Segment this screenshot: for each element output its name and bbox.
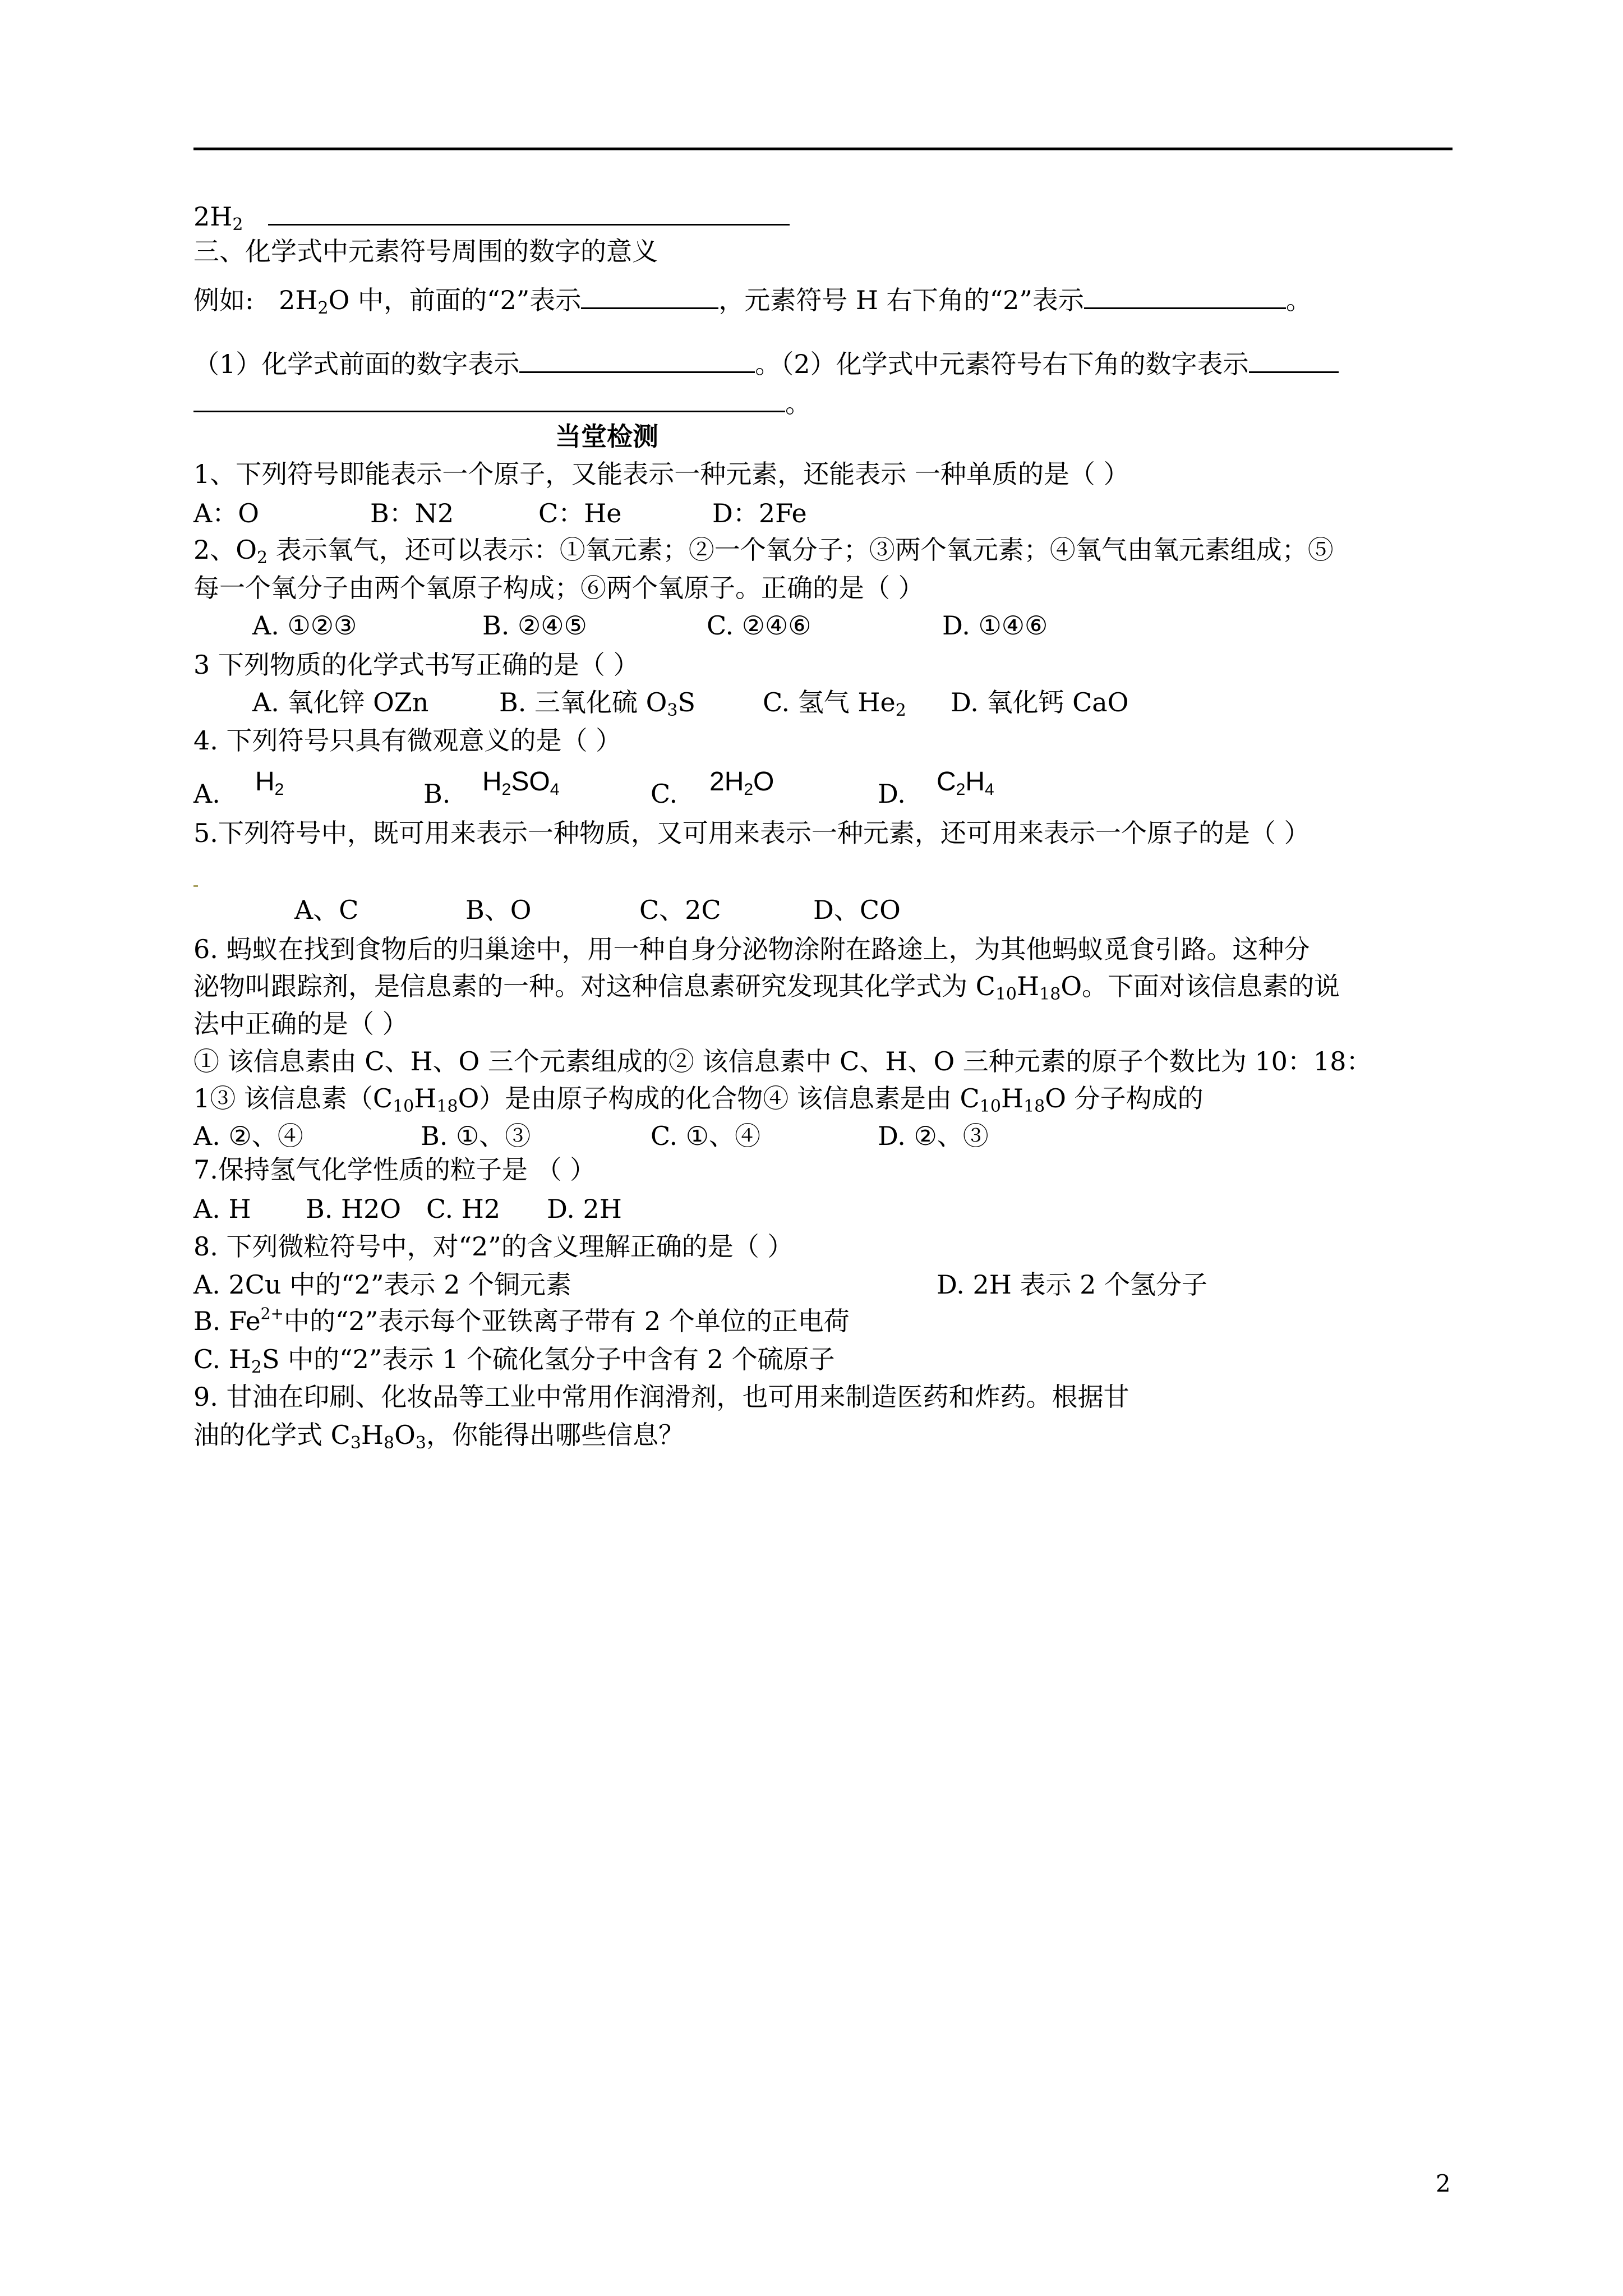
line-2h2: $2H_2$: [193, 199, 790, 233]
option-b[interactable]: B. ①、③: [421, 1121, 531, 1151]
header-rule: [193, 148, 1453, 150]
question-8-option-a: [193, 1268, 1207, 1301]
option-b[interactable]: B. ②④⑤: [482, 610, 587, 641]
option-b[interactable]: B、O: [465, 895, 532, 925]
formula-2h2o[interactable]: $2H_2O$: [709, 767, 774, 799]
formula-c2h4[interactable]: $C_2H_4$: [937, 767, 994, 799]
option-c[interactable]: C. H2: [426, 1194, 501, 1224]
section-three-title: 三、化学式中元素符号周围的数字的意义: [193, 236, 658, 266]
formula-h2so4[interactable]: $H_2SO_4$: [482, 767, 560, 799]
question-6-options: [193, 1119, 989, 1153]
question-2: 2、$O_2$ 表示氧气，还可以表示：①氧元素；②一个氧分子；③两个氧元素；④氧气由氧元素组成；⑤: [193, 535, 1334, 568]
answer-blank[interactable]: [519, 347, 755, 373]
option-c[interactable]: C. 氢气 $He_2$: [763, 687, 906, 720]
line-meaning-cont: 。: [193, 386, 811, 420]
option-a[interactable]: A. H: [193, 1194, 251, 1224]
option-b[interactable]: B. H2O: [306, 1194, 402, 1224]
option-a[interactable]: A：O: [193, 498, 259, 528]
option-a[interactable]: A、C: [294, 895, 359, 925]
question-9-cont: 油的化学式 $C_3H_8O_3$，你能得出哪些信息？: [193, 1420, 684, 1453]
stray-mark: [193, 867, 198, 900]
question-4-options: A. $H_2$ B. $H_2SO_4$ C. $2H_2O$ D. $C_2H_4$: [193, 777, 994, 811]
question-5: 5.下列符号中，既可用来表示一种物质，又可用来表示一种元素，还可用来表示一个原子的是（ ）: [193, 818, 1310, 848]
option-d[interactable]: D：2Fe: [712, 498, 807, 528]
section-heading: 当堂检测: [555, 421, 658, 452]
question-3: 3 下列物质的化学式书写正确的是（ ）: [193, 650, 639, 680]
question-2-options: [252, 609, 1048, 642]
option-c[interactable]: C. ②④⑥: [707, 610, 811, 641]
page-number: 2: [1436, 2170, 1451, 2197]
question-6-cont: 泌物叫跟踪剂，是信息素的一种。对这种信息素研究发现其化学式为 $C_{10}H_{18}O$。下面对该信息素的说: [193, 971, 1340, 1004]
answer-blank[interactable]: [1084, 283, 1286, 309]
option-d[interactable]: D. ①④⑥: [942, 610, 1048, 641]
question-7: 7.保持氢气化学性质的粒子是 （ ）: [193, 1154, 596, 1185]
question-6-statements-cont: 1③ 该信息素$(C_{10}H_{18}O)$是由原子构成的化合物④ 该信息素是由 $C_{10}H_{18}O$ 分子构成的: [193, 1083, 1204, 1116]
answer-blank[interactable]: [193, 386, 785, 412]
question-2-cont: 每一个氧分子由两个氧原子构成；⑥两个氧原子。正确的是（ ）: [193, 573, 924, 603]
option-c[interactable]: C：He: [538, 498, 622, 528]
option-a[interactable]: A. 2Cu 中的“2”表示 2 个铜元素: [193, 1269, 571, 1300]
option-d[interactable]: D. 2H: [547, 1194, 622, 1224]
question-8-option-b[interactable]: B. $Fe^{2+}$中的“2”表示每个亚铁离子带有 2 个单位的正电荷: [193, 1304, 850, 1336]
question-8: 8. 下列微粒符号中，对“2”的含义理解正确的是（ ）: [193, 1231, 794, 1262]
question-5-options: [294, 893, 901, 927]
answer-blank[interactable]: [1249, 347, 1339, 373]
option-d[interactable]: D. 2H 表示 2 个氢分子: [937, 1269, 1207, 1300]
line-example: 例如: $2H_2O$ 中，前面的“2”表示 ，元素符号 H 右下角的“2”表示 。: [193, 274, 1312, 317]
question-7-options: [193, 1192, 622, 1226]
option-d[interactable]: D、CO: [813, 895, 901, 925]
answer-blank[interactable]: [581, 283, 718, 309]
question-6-cont: 法中正确的是（ ）: [193, 1009, 408, 1039]
option-c[interactable]: C. ①、④: [651, 1121, 761, 1151]
option-c[interactable]: C、2C: [639, 895, 721, 925]
question-3-options: [252, 685, 1128, 719]
option-d[interactable]: D. 氧化钙 CaO: [951, 687, 1129, 717]
question-1: 1、下列符号即能表示一个原子，又能表示一种元素，还能表示 一种单质的是（ ）: [193, 459, 1129, 489]
option-b[interactable]: B：N2: [370, 498, 454, 528]
option-a[interactable]: A. ①②③: [252, 610, 357, 641]
question-4: 4. 下列符号只具有微观意义的是（ ）: [193, 725, 622, 756]
question-8-option-c[interactable]: C. $H_2S$ 中的“2”表示 1 个硫化氢分子中含有 2 个硫原子: [193, 1344, 835, 1377]
formula-h2[interactable]: $H_2$: [255, 767, 284, 799]
option-a[interactable]: A. ②、④: [193, 1121, 303, 1151]
question-6-statements: ① 该信息素由 C、H、O 三个元素组成的② 该信息素中 C、H、O 三种元素的原子个数比为 10：18：: [193, 1046, 1372, 1076]
option-a[interactable]: A. 氧化锌 OZn: [252, 687, 429, 717]
question-6: 6. 蚂蚁在找到食物后的归巢途中，用一种自身分泌物涂附在路途上，为其他蚂蚁觅食引路。这种分: [193, 934, 1310, 964]
question-9: 9. 甘油在印刷、化妆品等工业中常用作润滑剂，也可用来制造医药和炸药。根据甘: [193, 1382, 1129, 1412]
option-d[interactable]: D. ②、③: [878, 1121, 989, 1151]
line-meaning-1-2: （1）化学式前面的数字表示 。（2）化学式中元素符号右下角的数字表示: [193, 347, 1339, 381]
option-b[interactable]: B. 三氧化硫 $O_3S$: [499, 687, 695, 720]
question-1-options: [193, 496, 807, 530]
answer-blank[interactable]: [268, 199, 790, 226]
